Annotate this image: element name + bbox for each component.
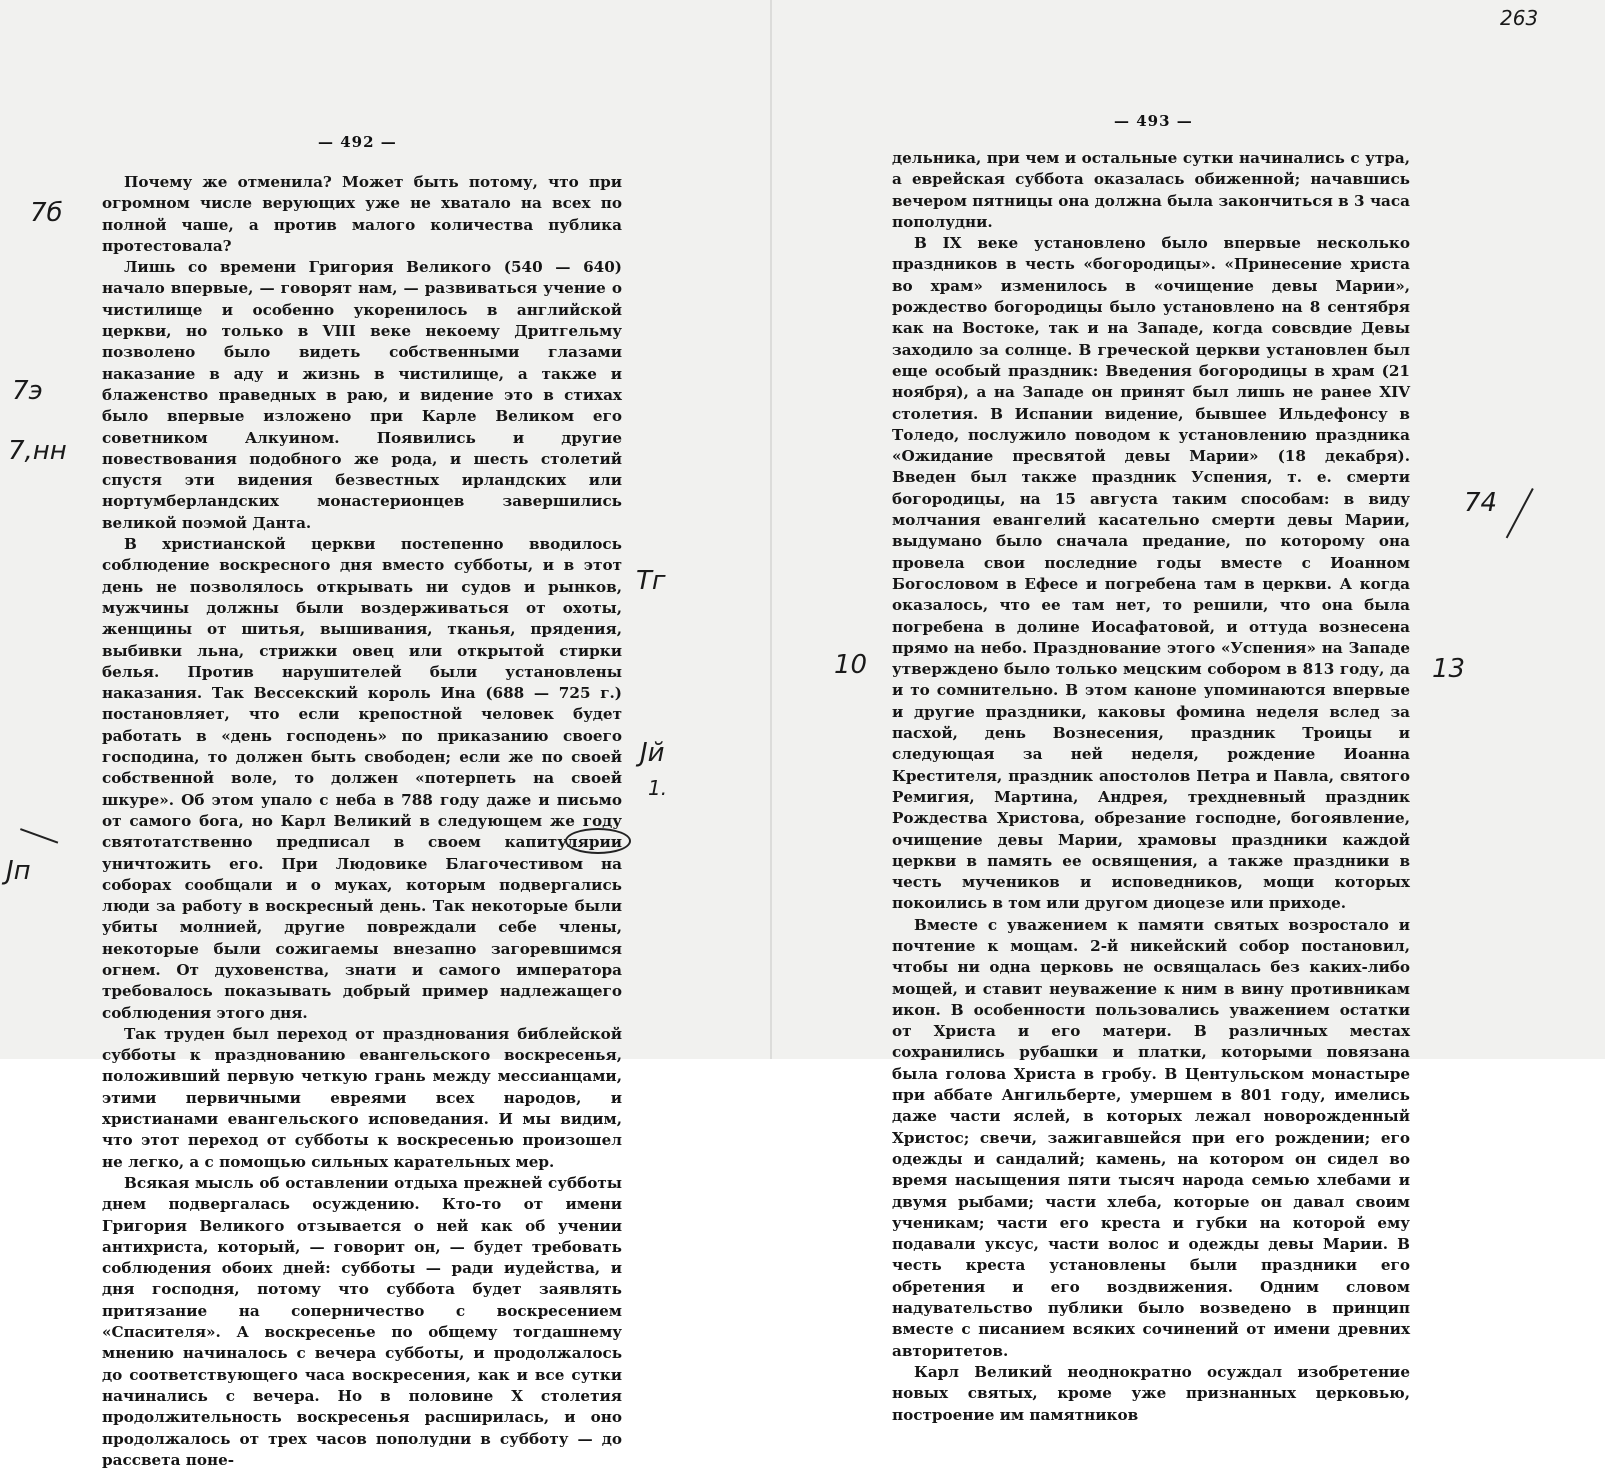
margin-note: 74 (1464, 488, 1498, 518)
paragraph: Почему же отменила? Может быть потому, что при огромном числе верующих уже не хватало на всех по полной чаше, а против малого количества публика протестовала? (102, 173, 622, 255)
right-page (772, 0, 1605, 1424)
margin-note: Тг (636, 566, 666, 596)
right-page-number: — 493 — (1114, 112, 1193, 130)
pen-stroke-mark (20, 828, 58, 844)
paragraph: Вместе с уважением к памяти святых возростало и почтение к мощам. 2-й никейский собор постановил, чтобы ни одна церковь не освящалась без каких-либо мощей, и ставит неуважение к ним в вину противникам икон. В особенности пользовались уважением остатки от Христа и его матери. В различных местах сохранились рубашки и платки, которыми повязана была голова Христа в гробу. В Центульском монастыре при аббате Ангильберте, умершем в 801 году, имелись даже части яслей, в которых лежал новорожденный Христос; свечи, зажигавшейся при его рождении; его одежды и сандалий; камень, на котором он сидел во время насыщения пяти тысяч народа семью хлебами и двумя рыбами; части хлеба, которые он давал своим ученикам; части его креста и губки на которой ему подавали уксус, части волос и одежды девы Марии. В честь креста установлены были праздники его обретения и его воздвижения. Одним словом надувательство публики было возведено в принцип вместе с писанием всяких сочинений от имени древних авторитетов. (892, 915, 1410, 1360)
paragraph: В христианской церкви постепенно вводилось соблюдение воскресного дня вместо субботы, и в этот день не позволялось открывать ни судов и рынков, мужчины должны были воздерживаться от охоты, женщины от шитья, вышивания, тканья, прядения, выбивки льна, стрижки овец или открытой стирки белья. Против нарушителей были установлены наказания. Так Вессекский король Ина (688 — 725 г.) постановляет, что если крепостной человек будет работать в «день господень» по приказанию своего господина, то должен быть свободен; если же по своей собственной воле, то должен «потерпеть на своей шкуре». Об этом упало с неба в 788 году даже и письмо от самого бога, но Карл Великий в следующем же году святотатственно предписал в своем капитулярии уничтожить его. При Людовике Благочестивом на соборах сообщали и о муках, которым подвергались люди за работу в воскресный день. Так некоторые были убиты молнией, другие повреждали себе члены, некоторые были сожигаемы внезапно загоревшимся огнем. От духовенства, знати и самого императора требовалось показывать добрый пример надлежащего соблюдения этого дня. (102, 535, 622, 1022)
pen-stroke-mark (1506, 488, 1534, 538)
margin-note: 10 (834, 650, 868, 680)
paragraph: Карл Великий неоднократно осуждал изобретение новых святых, кроме уже признанных церковью, построение им памятников (892, 1362, 1410, 1424)
archive-page-number: 263 (1500, 6, 1539, 30)
paragraph: дельника, при чем и остальные сутки начинались с утра, а еврейская суббота оказалась обиженной; начавшись вечером пятницы она должна была закончиться в 3 часа пополудни. (892, 149, 1410, 231)
left-page (0, 0, 770, 1469)
margin-note: Јй (640, 738, 665, 768)
right-page-text (892, 148, 1410, 1426)
pen-circle-mark (565, 828, 631, 854)
margin-note: 7б (30, 198, 63, 228)
paragraph: Всякая мысль об оставлении отдыха прежней субботы днем подвергалась осуждению. Кто-то от имени Григория Великого отзывается о ней как об учении антихриста, который, — говорит он, — будет требовать соблюдения обоих дней: субботы — ради иудейства, и дня господня, потому что суббота будет заявлять притязание на соперничество с воскресением «Спасителя». А воскресенье по общему тогдашнему мнению начиналось с вечера субботы, и продолжалось до соответствующего часа воскресения, как и все сутки начинались с вечера. Но в половине X столетия продолжительность воскресенья расширилась, и оно продолжалось от трех часов пополудни в субботу — до рассвета поне- (102, 1173, 622, 1469)
paragraph: Лишь со времени Григория Великого (540 — 640) начало впервые, — говорят нам, — развиваться учение о чистилище и особенно укоренилось в английской церкви, но только в VIII веке некоему Дритгельму позволено было видеть собственными глазами наказание в аду и жизнь в чистилище, а также и блаженство праведных в раю, и видение это в стихах было впервые изложено при Карле Великом его советником Алкуином. Появились и другие повествования подобного же рода, и шесть столетий спустя эти видения безвестных ирландских или нортумберландских монастерионцев завершились великой поэмой Данта. (102, 258, 622, 532)
left-page-number: — 492 — (318, 133, 397, 151)
paragraph: В IX веке установлено было впервые несколько праздников в честь «богородицы». «Принесение христа во храм» изменилось в «очищение девы Марии», рождество богородицы было установлено на 8 сентября как на Востоке, так и на Западе, когда совсвдие Девы заходило за солнце. В греческой церкви установлен был еще особый праздник: Введения богородицы в храм (21 ноября), а на Западе он принят был лишь не ранее XIV столетия. В Испании видение, бывшее Ильдефонсу в Толедо, послужило поводом к установлению праздника «Ожидание пресвятой девы Марии» (18 декабря). Введен был также праздник Успения, т. е. смерти богородицы, на 15 августа таким способам: в виду молчания евангелий касательно смерти девы Марии, выдумано было сначала предание, по которому она провела свои последние годы вместе с Иоанном Богословом в Ефесе и погребена там в церкви. А когда оказалось, что ее там нет, то решили, что она была погребена в долине Иосафатовой, и оттуда вознесена прямо на небо. Празднование этого «Успения» на Западе утверждено было только мецским собором в 813 году, да и то сомнительно. В этом каноне упоминаются впервые и другие праздники, каковы фомина неделя вслед за пасхой, день Вознесения, праздник Троицы и следующая за ней неделя, рождение Иоанна Крестителя, праздник апостолов Петра и Павла, святого Ремигия, Мартина, Андрея, трехдневный праздник Рождества Христова, обрезание господне, богоявление, очищение девы Марии, храмовы праздники каждой церкви в память ее освящения, а также праздники в честь мучеников и исповедников, мощи которых покоились в том или другом диоцезе или приходе. (892, 234, 1410, 913)
margin-note: 7,нн (8, 436, 67, 466)
margin-note: 13 (1432, 654, 1466, 684)
left-page-text (102, 172, 622, 1471)
margin-note: 1. (648, 776, 668, 800)
paragraph: Так труден был переход от празднования библейской субботы к празднованию евангельского воскресенья, положивший первую четкую грань между мессианцами, этими первичными евреями всех народов, и христианами евангельского исповедания. И мы видим, что этот переход от субботы к воскресенью произошел не легко, а с помощью сильных карательных мер. (102, 1024, 622, 1171)
margin-note: 7э (12, 376, 43, 406)
margin-note: Јп (6, 856, 31, 886)
